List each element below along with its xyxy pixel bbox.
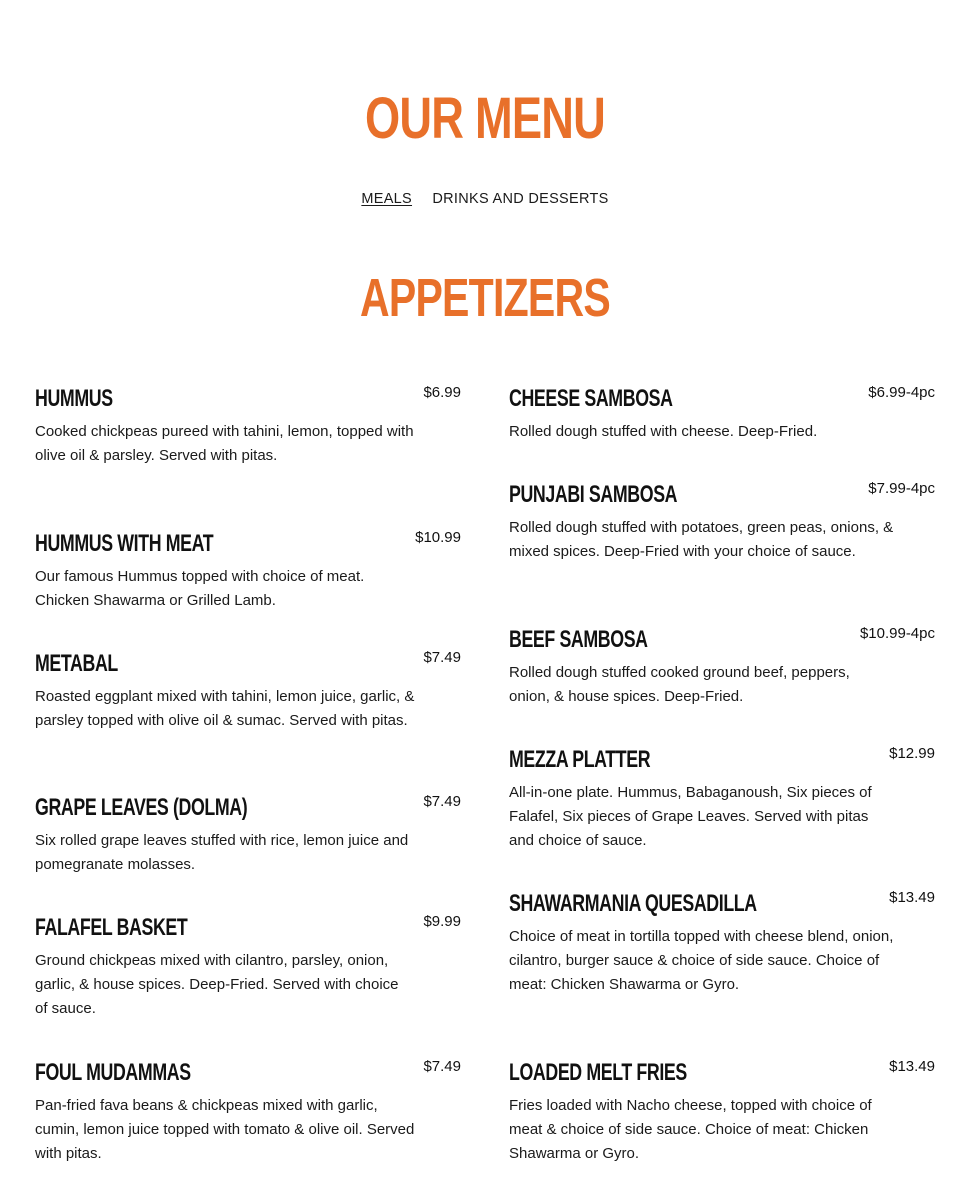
item-description: Ground chickpeas mixed with cilantro, parsley, onion, garlic, & house spices. Deep-Fried. Served with choice of sauce. <box>35 952 399 1017</box>
menu-item <box>509 625 935 745</box>
item-description: Rolled dough stuffed with potatoes, green peas, onions, & mixed spices. Deep-Fried with your choice of sauce. <box>509 519 894 560</box>
section-title: APPETIZERS <box>359 268 611 328</box>
menu-item <box>35 384 461 529</box>
item-price: $9.99 <box>423 913 461 930</box>
menu-item <box>35 793 461 913</box>
item-description: Cooked chickpeas pureed with tahini, lemon, topped with olive oil & parsley. Served with pitas. <box>35 423 414 464</box>
tab-meals[interactable]: MEALS <box>361 191 413 207</box>
menu-item <box>35 649 461 793</box>
menu-item <box>35 913 461 1058</box>
menu-item <box>35 1058 461 1166</box>
item-description: All-in-one plate. Hummus, Babaganoush, Six pieces of Falafel, Six pieces of Grape Leaves. Served with pitas and choice of sauce. <box>509 784 872 849</box>
item-description: Fries loaded with Nacho cheese, topped with choice of meat & choice of side sauce. Choice of meat: Chicken Shawarma or Gyro. <box>509 1097 872 1162</box>
item-description: Rolled dough stuffed cooked ground beef, peppers, onion, & house spices. Deep-Fried. <box>509 664 850 705</box>
item-price: $7.49 <box>423 649 461 666</box>
item-name: FOUL MUDAMMAS <box>35 1059 191 1086</box>
item-price: $6.99-4pc <box>868 384 935 401</box>
item-description: Roasted eggplant mixed with tahini, lemon juice, garlic, & parsley topped with olive oil & sumac. Served with pitas. <box>35 688 415 729</box>
item-name: LOADED MELT FRIES <box>509 1059 687 1086</box>
page-title: OUR MENU <box>364 86 606 151</box>
item-description: Our famous Hummus topped with choice of meat. Chicken Shawarma or Grilled Lamb. <box>35 568 365 609</box>
item-price: $13.49 <box>889 889 935 906</box>
menu-item <box>509 480 935 625</box>
item-description: Pan-fried fava beans & chickpeas mixed with garlic, cumin, lemon juice topped with tomato & olive oil. Served with pitas. <box>35 1097 415 1162</box>
item-name: MEZZA PLATTER <box>509 746 651 773</box>
item-price: $6.99 <box>423 384 461 401</box>
menu-column-right <box>509 384 935 1166</box>
item-name: HUMMUS WITH MEAT <box>35 530 214 557</box>
item-name: PUNJABI SAMBOSA <box>509 481 678 508</box>
item-price: $10.99-4pc <box>859 625 935 642</box>
item-name: METABAL <box>35 650 118 677</box>
item-description: Choice of meat in tortilla topped with cheese blend, onion, cilantro, burger sauce & choice of side sauce. Choice of meat: Chicken Shawarma or Gyro. <box>509 928 894 993</box>
menu-item <box>509 889 935 1058</box>
item-name: CHEESE SAMBOSA <box>509 385 673 412</box>
item-name: SHAWARMANIA QUESADILLA <box>509 890 757 917</box>
menu-item <box>509 745 935 889</box>
menu-item <box>509 1058 935 1166</box>
item-price: $10.99 <box>415 529 461 546</box>
item-price: $12.99 <box>889 745 935 762</box>
item-description: Six rolled grape leaves stuffed with rice, lemon juice and pomegranate molasses. <box>35 832 409 873</box>
item-name: BEEF SAMBOSA <box>509 626 648 653</box>
tab-drinks-and-desserts[interactable]: DRINKS AND DESSERTS <box>432 191 609 207</box>
item-price: $7.99-4pc <box>868 480 935 497</box>
menu-column-left <box>35 384 461 1166</box>
menu-tabs <box>0 191 970 207</box>
item-name: HUMMUS <box>35 385 113 412</box>
item-price: $7.49 <box>423 793 461 810</box>
menu-item <box>35 529 461 649</box>
item-price: $13.49 <box>889 1058 935 1075</box>
item-name: GRAPE LEAVES (DOLMA) <box>35 794 248 821</box>
item-price: $7.49 <box>423 1058 461 1075</box>
menu-item <box>509 384 935 480</box>
item-description: Rolled dough stuffed with cheese. Deep-Fried. <box>509 423 818 440</box>
item-name: FALAFEL BASKET <box>35 914 188 941</box>
